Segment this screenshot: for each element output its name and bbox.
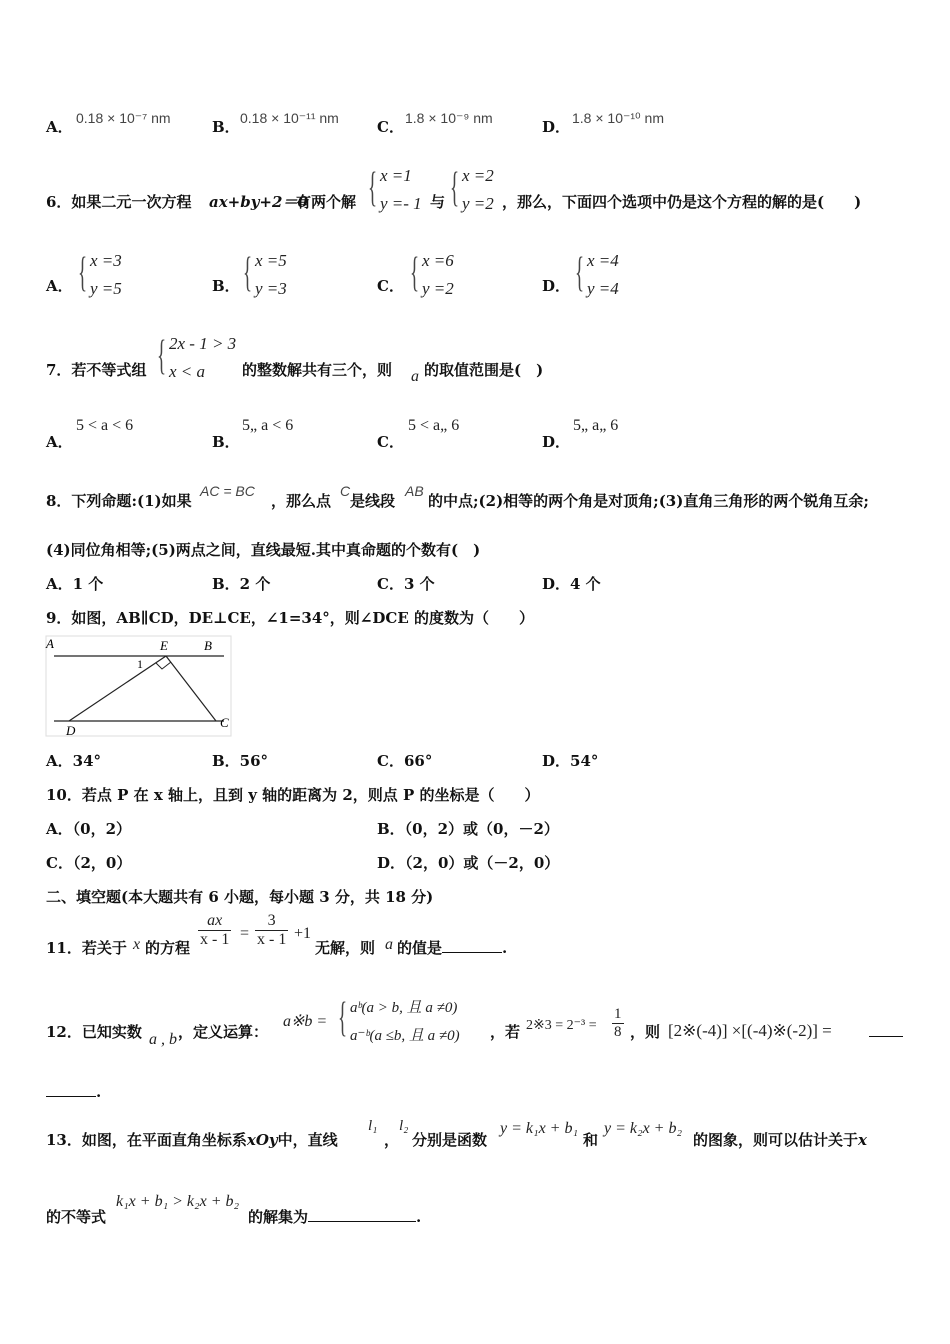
q13-xoy: xOy <box>246 1131 278 1149</box>
q13-line2-tail <box>248 1206 421 1227</box>
q7-mid: 的整数解共有三个，则 <box>242 361 393 379</box>
q12-answer-blank-b[interactable] <box>46 1082 96 1097</box>
q11-equals: = <box>240 925 250 942</box>
q6-joiner: 与 <box>430 193 446 211</box>
q8-line1-mid: ，那么点 <box>271 492 332 510</box>
q7-system-row-2: x < a <box>169 362 206 381</box>
q13-suffix <box>693 1129 867 1150</box>
q6-option-c-row-2: y =2 <box>422 279 454 298</box>
q12-mid: ，定义运算： <box>178 1023 269 1041</box>
q6-system-2-row-2: y =2 <box>462 194 494 213</box>
q12-example: 2※3 = 2⁻³ = <box>526 1018 597 1033</box>
q11-mid2: 无解，则 <box>315 939 376 957</box>
q13-answer-blank[interactable] <box>308 1207 416 1222</box>
q9-label-e: E <box>160 638 168 653</box>
q6-option-d-row-1: x =4 <box>587 251 619 270</box>
q13-sep: ， <box>384 1131 400 1149</box>
q11-end: . <box>502 939 508 957</box>
q9-option-d: D．54° <box>542 752 599 770</box>
q7-option-b-label: B． <box>212 433 240 451</box>
q11-a: a <box>385 936 393 953</box>
q5-option-a-value: 0.18 × 10⁻⁷ nm <box>76 110 171 126</box>
q7-prefix: 7．若不等式组 <box>46 361 147 379</box>
q7-option-a-value: 5 < a < 6 <box>76 417 134 434</box>
q9-right-angle-mark <box>156 662 171 669</box>
q11-fraction-1-den: x - 1 <box>200 931 230 948</box>
q5-option-c-value: 1.8 × 10⁻⁹ nm <box>405 110 493 126</box>
q13-mid2: 分别是函数 <box>412 1131 488 1149</box>
q7-option-a-label: A． <box>46 433 73 451</box>
q8-line1-mid2: 是线段 <box>350 492 396 510</box>
q12-example-fraction-num: 1 <box>614 1006 622 1022</box>
q13-l2: l₂ <box>399 1118 409 1134</box>
q7-option-b-value: 5„ a < 6 <box>242 417 294 434</box>
q9-segment-ec <box>166 656 216 721</box>
q10-stem: 10．若点 P 在 x 轴上，且到 y 轴的距离为 2，则点 P 的坐标是（ ） <box>46 786 540 804</box>
q6-option-b-row-2: y =3 <box>255 279 287 298</box>
q12-vars: a , b <box>149 1031 177 1048</box>
q9-option-a: A．34° <box>46 752 102 770</box>
q5-option-a-label: A． <box>46 118 73 136</box>
q12-prefix: 12．已知实数 <box>46 1023 142 1041</box>
q12-line2 <box>46 1082 101 1101</box>
q11-fraction-2-den: x - 1 <box>257 931 287 948</box>
q9-label-c: C <box>220 715 229 730</box>
q13-line2-mid: 的解集为 <box>248 1208 309 1226</box>
q12-definition-row-1: aᵇ(a > b, 且 a ≠0) <box>350 1000 458 1016</box>
q8-line1-suffix: 的中点;(2)相等的两个角是对顶角;(3)直角三角形的两个锐角互余; <box>428 492 869 510</box>
q11-fraction-1 <box>198 912 231 949</box>
q11-fraction-2-num: 3 <box>255 912 288 931</box>
q11-mid: 的方程 <box>145 939 191 957</box>
q10-option-d: D．（2，0）或（－2，0） <box>377 854 560 872</box>
q8-eq: AC = BC <box>200 483 255 499</box>
q13-prefix-text: 13．如图，在平面直角坐标系 <box>46 1131 247 1149</box>
q6-option-d-row-2: y =4 <box>587 279 619 298</box>
q13-function-1: y = k₁x + b₁ <box>500 1120 579 1137</box>
q9-label-angle-1: 1 <box>137 657 143 671</box>
q12-expression: [2※(-4)] ×[(-4)※(-2)] = <box>668 1021 832 1040</box>
q9-label-d: D <box>66 723 76 738</box>
q12-definition-row-2: a⁻ᵇ(a ≤b, 且 a ≠0) <box>350 1028 460 1044</box>
q13-function-2: y = k₂x + b₂ <box>604 1120 683 1137</box>
q6-system-1-row-1: x =1 <box>380 166 412 185</box>
q6-option-d-label: D． <box>542 277 571 295</box>
section-2-heading: 二、填空题(本大题共有 6 小题，每小题 3 分，共 18 分) <box>46 888 434 906</box>
q12-mid3: ，则 <box>630 1023 661 1041</box>
q5-option-d-label: D． <box>542 118 571 136</box>
q8-option-c: C．3 个 <box>377 575 435 593</box>
q8-segment: AB <box>405 483 424 499</box>
q11-x: x <box>133 936 141 953</box>
q11-fraction-2 <box>255 912 288 949</box>
q10-option-c: C．（2，0） <box>46 854 132 872</box>
q6-option-a-row-2: y =5 <box>90 279 122 298</box>
q11-suffix <box>397 937 507 958</box>
q13-and: 和 <box>583 1131 599 1149</box>
q6-system-1-row-2: y =- 1 <box>380 194 422 213</box>
q6-option-c-row-1: x =6 <box>422 251 454 270</box>
q12-lhs: a※b = <box>283 1013 328 1030</box>
q7-option-c-label: C． <box>377 433 404 451</box>
q13-x: x <box>858 1131 867 1149</box>
q5-option-b-value: 0.18 × 10⁻¹¹ nm <box>240 110 339 126</box>
q9-label-a: A <box>46 636 54 651</box>
q7-suffix: 的取值范围是( ) <box>424 361 544 379</box>
q5-option-b-label: B． <box>212 118 240 136</box>
q9-stem: 9．如图，AB∥CD，DE⊥CE，∠1=34°，则∠DCE 的度数为（ ） <box>46 609 534 627</box>
q7-option-d-label: D． <box>542 433 571 451</box>
q6-equation: ax+by+2＝0 <box>209 193 308 211</box>
q6-mid: 有两个解 <box>296 193 357 211</box>
q12-end: . <box>96 1083 102 1101</box>
q11-suffix-text: 的值是 <box>397 939 443 957</box>
q5-option-c-label: C． <box>377 118 404 136</box>
q13-end: . <box>416 1208 422 1226</box>
q6-option-b-row-1: x =5 <box>255 251 287 270</box>
q7-option-c-value: 5 < a„ 6 <box>408 417 460 434</box>
q13-inequality: k₁x + b₁ > k₂x + b₂ <box>116 1193 240 1210</box>
q9-label-b: B <box>204 638 212 653</box>
q10-option-b: B．（0，2）或（0，－2） <box>377 820 559 838</box>
q12-mid2: ，若 <box>490 1023 521 1041</box>
q13-line2-prefix: 的不等式 <box>46 1208 107 1226</box>
q6-option-b-label: B． <box>212 277 240 295</box>
q7-option-d-value: 5„ a„ 6 <box>573 417 619 434</box>
q12-example-fraction-den: 8 <box>614 1024 622 1040</box>
q13-prefix <box>46 1129 338 1150</box>
q11-prefix: 11．若关于 <box>46 939 127 957</box>
q8-line1-prefix: 8．下列命题:(1)如果 <box>46 492 192 510</box>
q6-option-a-label: A． <box>46 277 73 295</box>
q6-prefix: 6．如果二元一次方程 <box>46 193 192 211</box>
q9-option-c: C．66° <box>377 752 433 770</box>
q9-segment-de <box>69 656 166 721</box>
q10-option-a: A．（0，2） <box>46 820 132 838</box>
q8-line2: (4)同位角相等;(5)两点之间，直线最短.其中真命题的个数有( ) <box>46 541 481 559</box>
q6-suffix: ，那么，下面四个选项中仍是这个方程的解的是( ) <box>502 193 862 211</box>
q12-answer-blank-a[interactable] <box>869 1022 903 1037</box>
q7-var: a <box>411 368 419 385</box>
q8-option-a: A．1 个 <box>46 575 104 593</box>
q11-fraction-1-num: ax <box>198 912 231 931</box>
q6-option-a-row-1: x =3 <box>90 251 122 270</box>
q11-plus-one: +1 <box>294 925 312 942</box>
q6-option-c-label: C． <box>377 277 404 295</box>
q9-option-b: B．56° <box>212 752 269 770</box>
q5-option-d-value: 1.8 × 10⁻¹⁰ nm <box>572 110 664 126</box>
q9-figure <box>44 634 234 738</box>
q8-point: C <box>340 483 351 499</box>
q6-system-2-row-1: x =2 <box>462 166 494 185</box>
q8-option-d: D．4 个 <box>542 575 601 593</box>
q13-suffix-text: 的图象，则可以估计关于 <box>693 1131 859 1149</box>
q7-system-row-1: 2x - 1 > 3 <box>169 334 237 353</box>
q12-example-fraction <box>612 1006 624 1041</box>
q8-option-b: B．2 个 <box>212 575 271 593</box>
q13-l1: l₁ <box>368 1118 378 1134</box>
q11-answer-blank[interactable] <box>442 938 502 953</box>
q13-mid: 中，直线 <box>277 1131 338 1149</box>
